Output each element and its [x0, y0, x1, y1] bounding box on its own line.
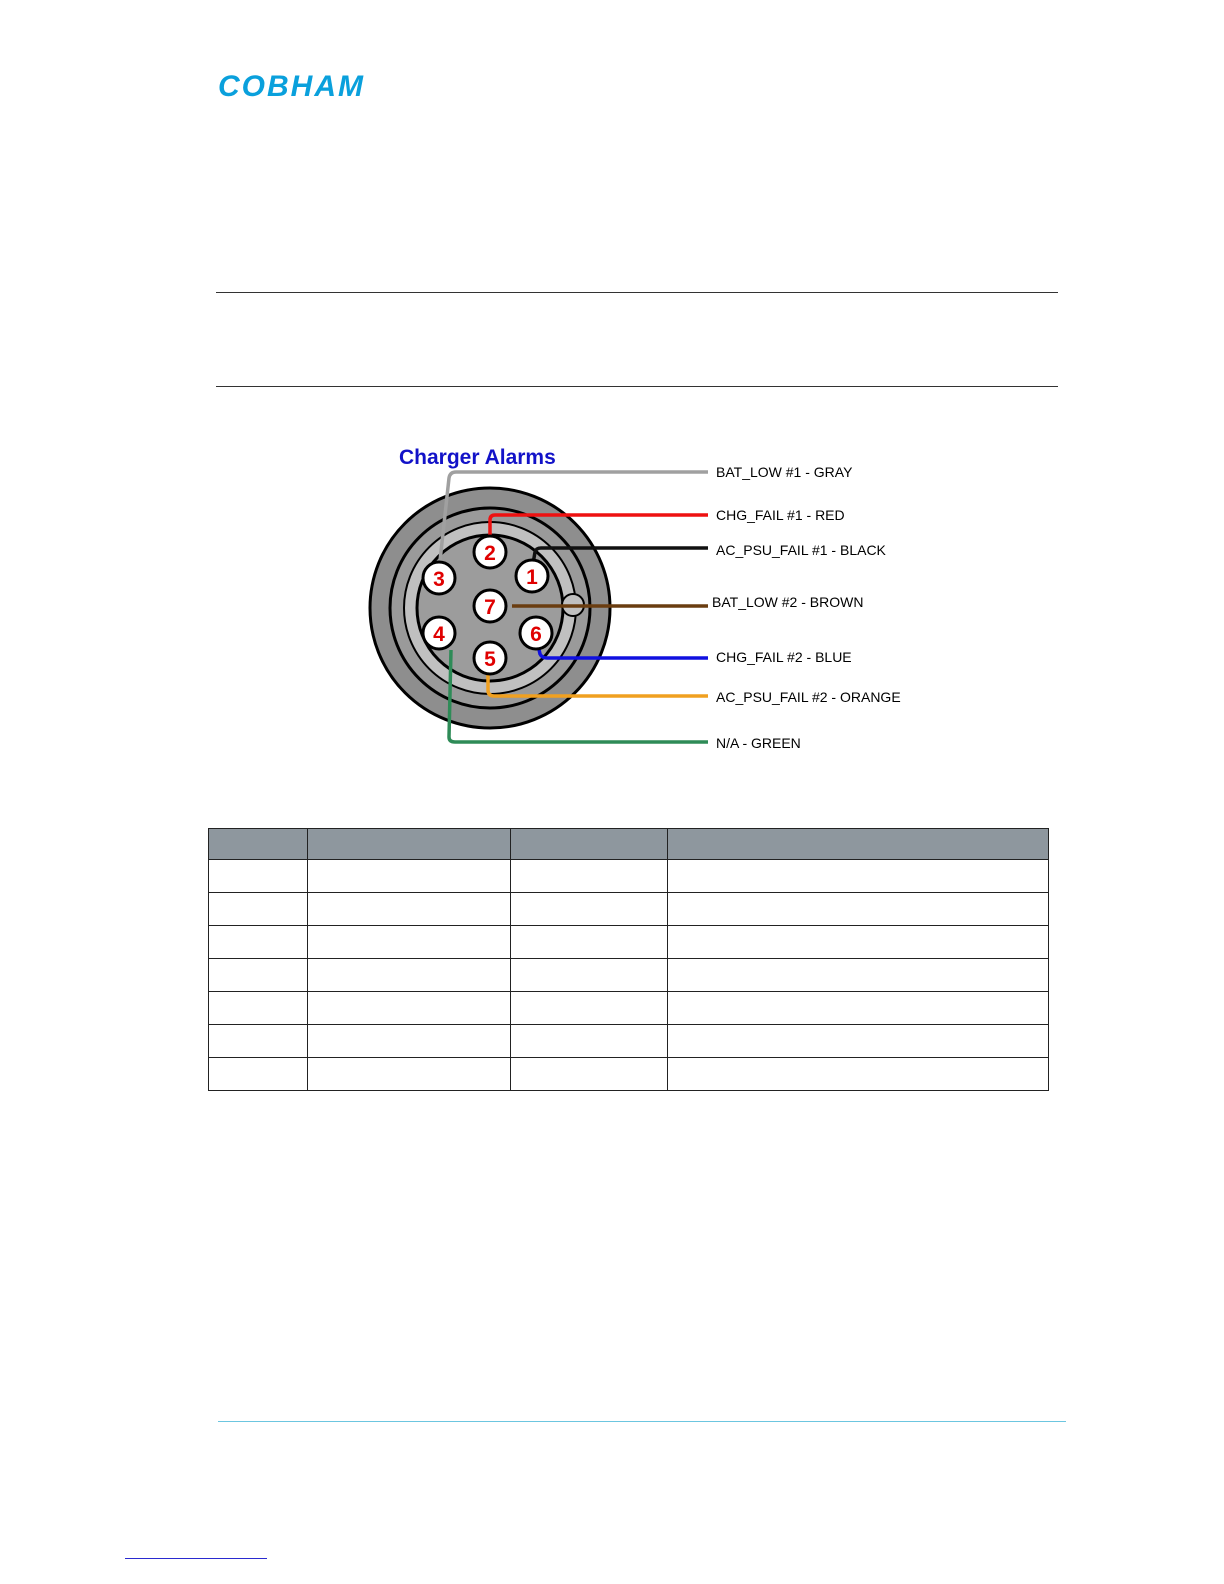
- wire-label-chg-fail-1: CHG_FAIL #1 - RED: [716, 507, 845, 523]
- table-cell: [209, 959, 308, 992]
- pin-label-5: 5: [484, 648, 496, 671]
- pin-label-2: 2: [484, 542, 496, 565]
- table-cell: [209, 926, 308, 959]
- header-rule-top: [216, 292, 1058, 293]
- wire-label-ac-psu-fail-1: AC_PSU_FAIL #1 - BLACK: [716, 542, 886, 558]
- pin-label-3: 3: [433, 568, 445, 591]
- table-header-cell: [668, 829, 1049, 860]
- table-row: [209, 959, 1049, 992]
- pin-label-4: 4: [433, 623, 445, 646]
- pin-label-6: 6: [530, 623, 542, 646]
- pin-label-1: 1: [526, 566, 538, 589]
- table-cell: [308, 893, 511, 926]
- wire-label-ac-psu-fail-2: AC_PSU_FAIL #2 - ORANGE: [716, 689, 901, 705]
- diagram-title: Charger Alarms: [399, 446, 556, 469]
- table-cell: [308, 926, 511, 959]
- table-cell: [511, 926, 668, 959]
- charger-alarms-diagram: [360, 440, 920, 760]
- table-row: [209, 1058, 1049, 1091]
- wire-label-na: N/A - GREEN: [716, 735, 801, 751]
- table-cell: [668, 1025, 1049, 1058]
- cobham-logo: [218, 70, 398, 102]
- table-cell: [511, 1025, 668, 1058]
- table-cell: [209, 893, 308, 926]
- table-cell: [668, 1058, 1049, 1091]
- table-cell: [511, 1058, 668, 1091]
- table-header-cell: [209, 829, 308, 860]
- pin-label-7: 7: [484, 596, 496, 619]
- logo-text: COBHAM: [218, 70, 365, 102]
- table-row: [209, 1025, 1049, 1058]
- table-header-cell: [308, 829, 511, 860]
- table-cell: [308, 860, 511, 893]
- table-header-row: [209, 829, 1049, 860]
- footer-link-underline[interactable]: [125, 1558, 267, 1559]
- table-cell: [668, 926, 1049, 959]
- wire-label-bat-low-1: BAT_LOW #1 - GRAY: [716, 464, 853, 480]
- table-header-cell: [511, 829, 668, 860]
- table-cell: [209, 1058, 308, 1091]
- table-cell: [668, 860, 1049, 893]
- table-cell: [209, 992, 308, 1025]
- wire-label-bat-low-2: BAT_LOW #2 - BROWN: [712, 594, 864, 610]
- footer-rule: [218, 1421, 1066, 1422]
- table-cell: [511, 959, 668, 992]
- wire-labels: [712, 464, 901, 751]
- table-row: [209, 893, 1049, 926]
- wire-label-chg-fail-2: CHG_FAIL #2 - BLUE: [716, 649, 852, 665]
- table-cell: [308, 1058, 511, 1091]
- table-cell: [511, 860, 668, 893]
- table-row: [209, 860, 1049, 893]
- table-cell: [668, 992, 1049, 1025]
- table-cell: [511, 992, 668, 1025]
- table-cell: [668, 959, 1049, 992]
- table-cell: [668, 893, 1049, 926]
- table-cell: [209, 1025, 308, 1058]
- pin-table: [208, 828, 1049, 1091]
- header-rule-bottom: [216, 386, 1058, 387]
- table-cell: [308, 959, 511, 992]
- table-row: [209, 992, 1049, 1025]
- table-cell: [511, 893, 668, 926]
- table-cell: [308, 1025, 511, 1058]
- table-row: [209, 926, 1049, 959]
- table-cell: [308, 992, 511, 1025]
- table-cell: [209, 860, 308, 893]
